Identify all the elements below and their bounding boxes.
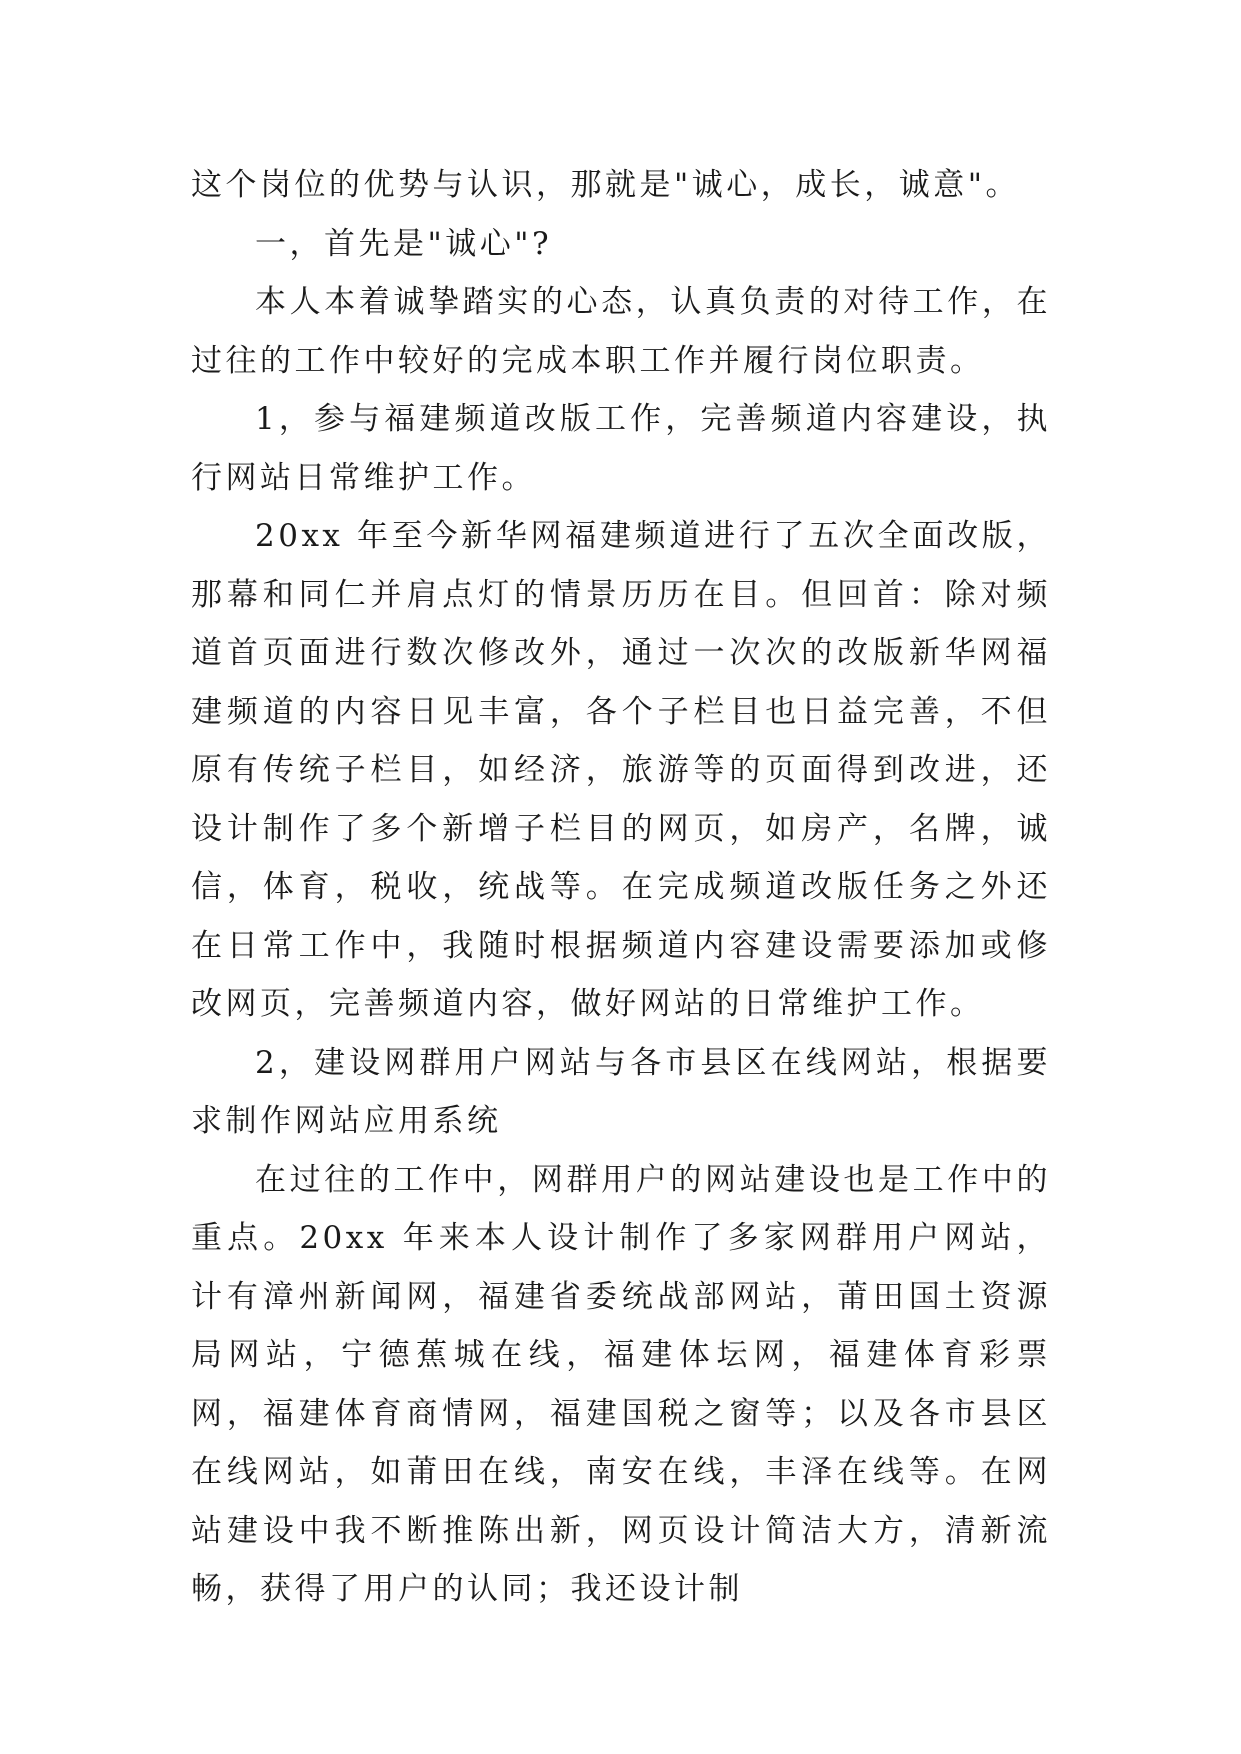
paragraph-1: 这个岗位的优势与认识，那就是"诚心，成长，诚意"。 bbox=[191, 167, 1021, 203]
paragraph-4-subheading: 1，参与福建频道改版工作，完善频道内容建设，执行网站日常维护工作。 bbox=[191, 401, 1051, 496]
paragraph-6-subheading: 2，建设网群用户网站与各市县区在线网站，根据要求制作网站应用系统 bbox=[191, 1044, 1051, 1139]
paragraph-7: 在过往的工作中，网群用户的网站建设也是工作中的重点。20xx 年来本人设计制作了多家网群用户网站，计有漳州新闻网，福建省委统战部网站，莆田国土资源局网站，宁德蕉城在线，福建体坛网，福建体育彩票网，福建体育商情网，福建国税之窗等；以及各市县区在线网站，如莆田在线，南安在线，丰泽在线等。在网站建设中我不断推陈出新，网页设计简洁大方，清新流畅，获得了用户的认同；我还设计制 bbox=[191, 1161, 1051, 1607]
paragraph-3: 本人本着诚挚踏实的心态，认真负责的对待工作，在过往的工作中较好的完成本职工作并履行岗位职责。 bbox=[191, 284, 1051, 379]
paragraph-2-heading: 一，首先是"诚心"? bbox=[255, 225, 553, 262]
paragraph-5: 20xx 年至今新华网福建频道进行了五次全面改版，那幕和同仁并肩点灯的情景历历在目。但回首：除对频道首页面进行数次修改外，通过一次次的改版新华网福建频道的内容日见丰富，各个子栏目也日益完善，不但原有传统子栏目，如经济，旅游等的页面得到改进，还设计制作了多个新增子栏目的网页，如房产，名牌，诚信，体育，税收，统战等。在完成频道改版任务之外还在日常工作中，我随时根据频道内容建设需要添加或修改网页，完善频道内容，做好网站的日常维护工作。 bbox=[191, 518, 1051, 1022]
document-body bbox=[191, 156, 1051, 1619]
